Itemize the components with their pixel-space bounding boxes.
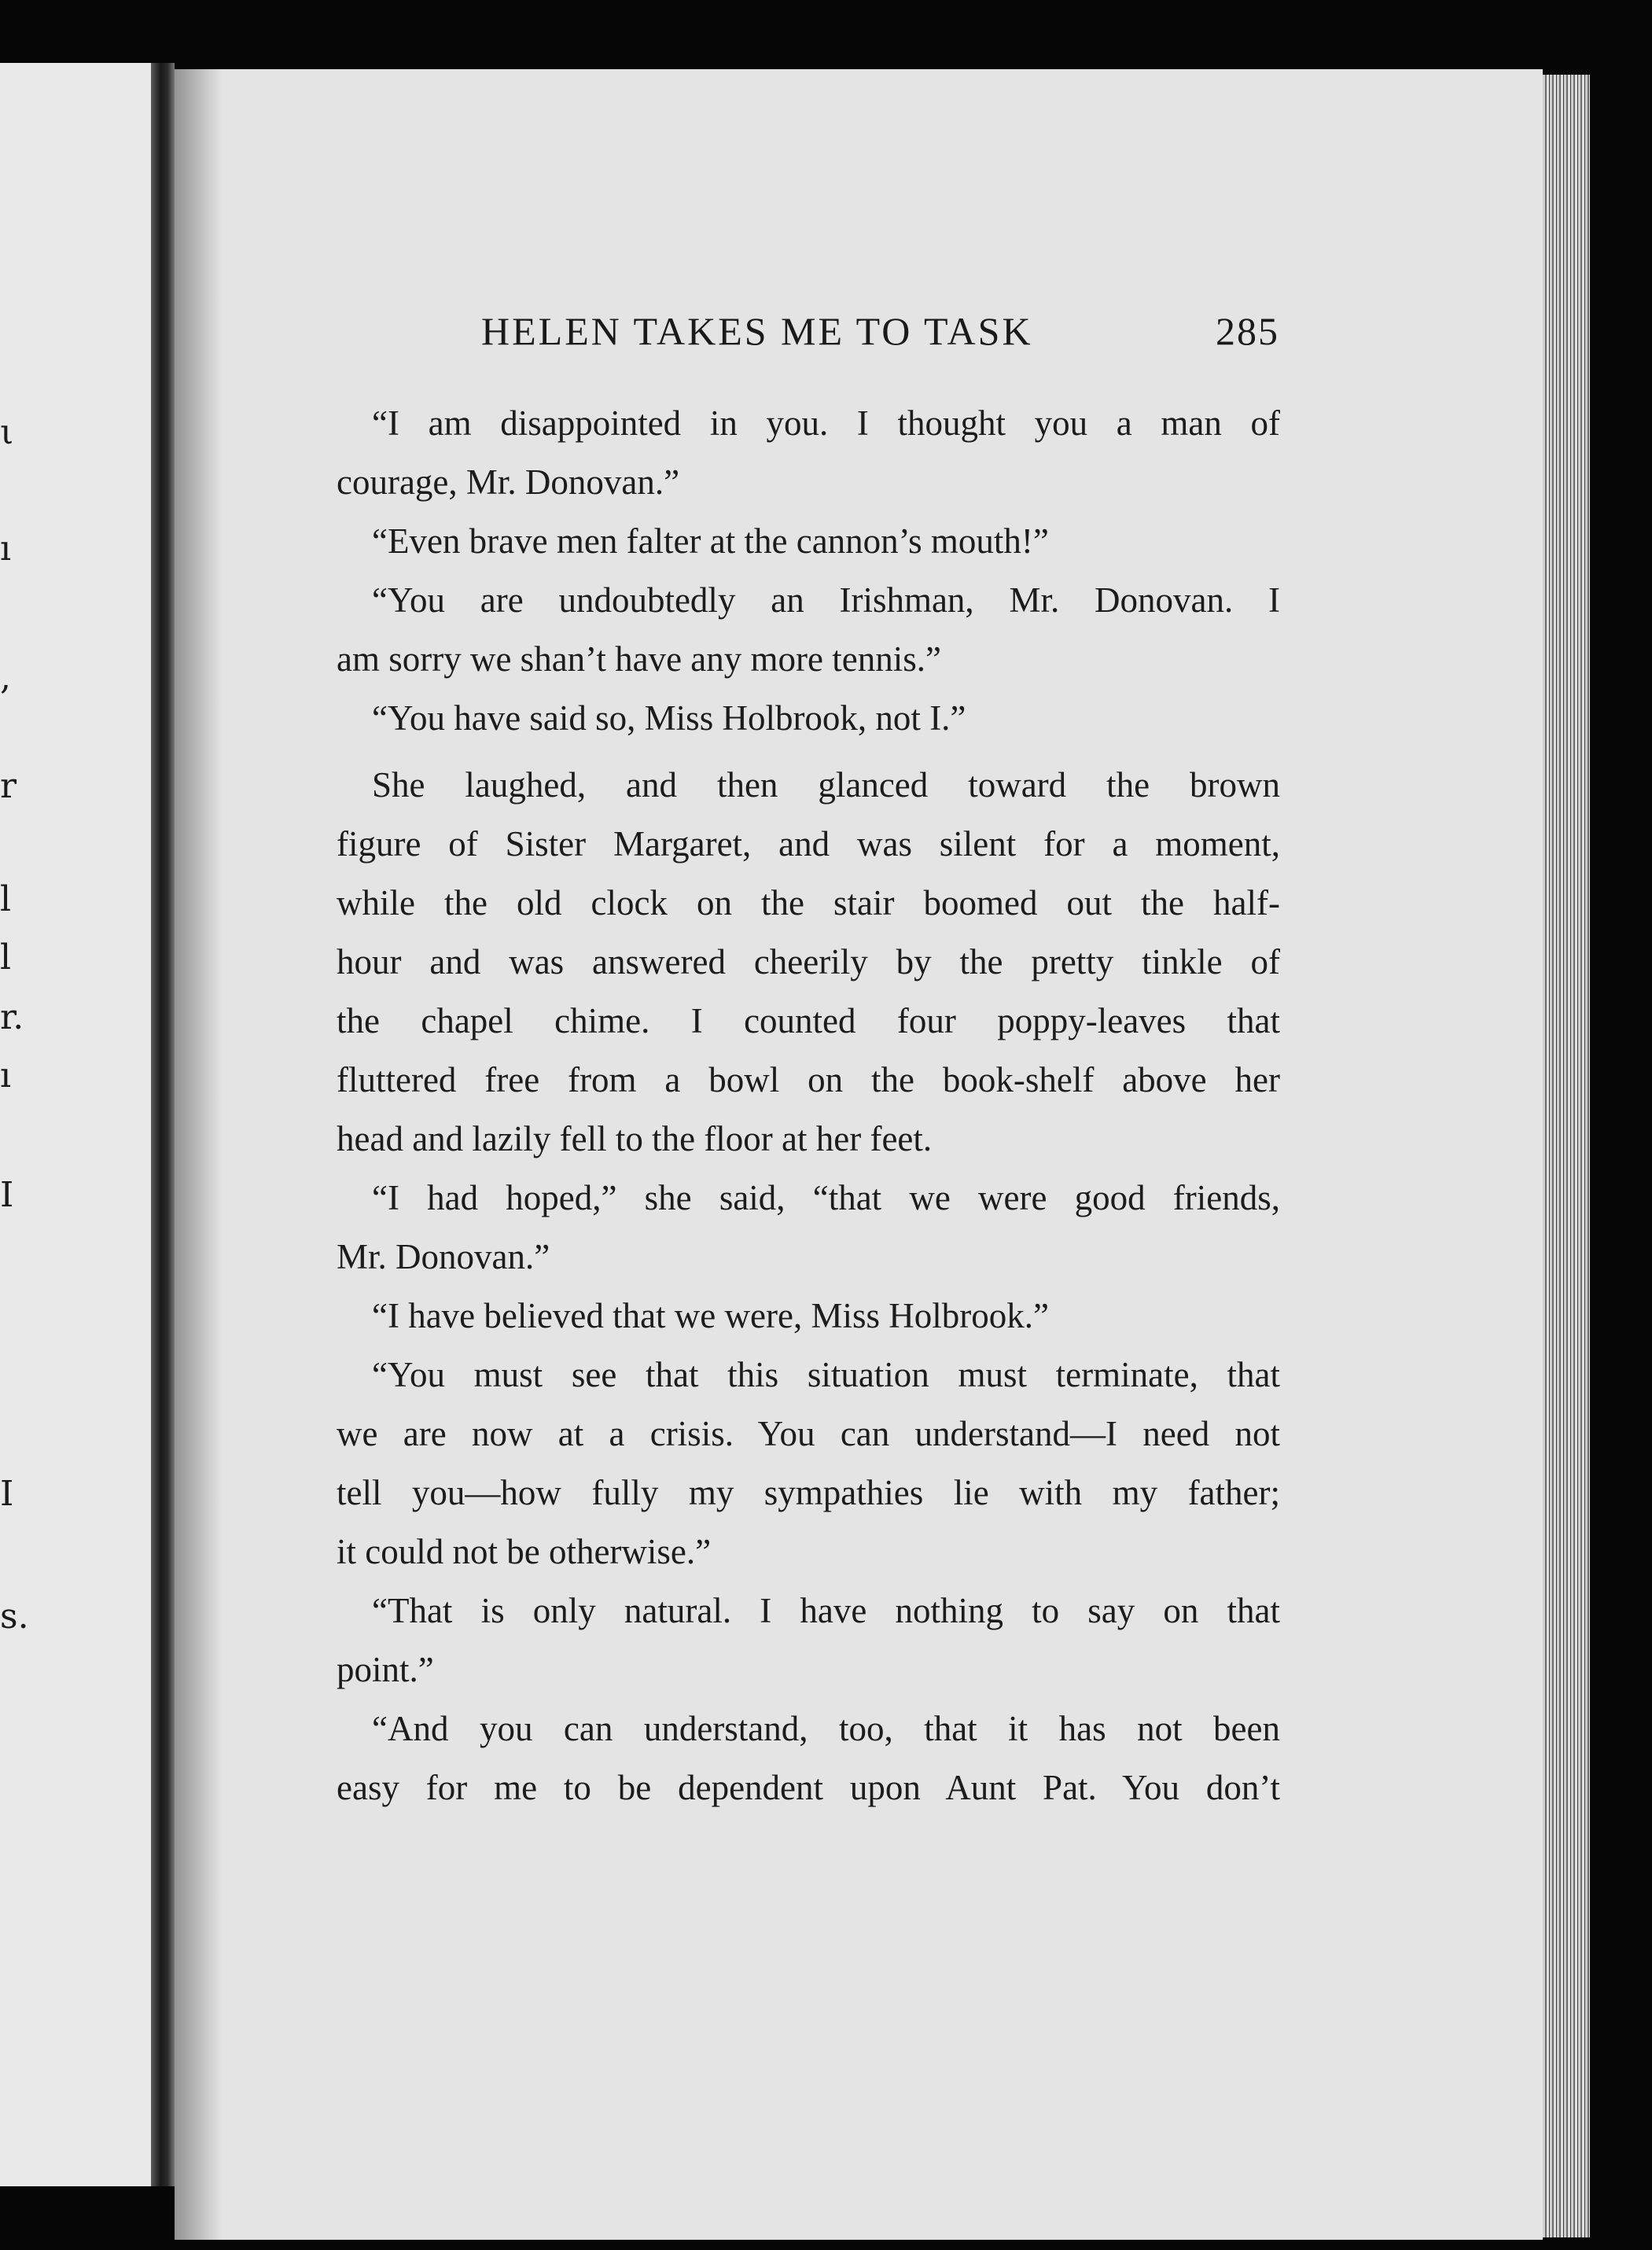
text-line: “That is only natural. I have nothing to say on that xyxy=(372,1591,1280,1630)
text-line: tell you—how fully my sympathies lie with my father; xyxy=(337,1473,1280,1512)
text-line: point.” xyxy=(337,1650,434,1689)
page-edges xyxy=(1543,75,1590,2237)
left-page-fragment: r. xyxy=(0,997,24,1037)
text-line: “I have believed that we were, Miss Holbrook.” xyxy=(372,1296,1049,1335)
text-line: while the old clock on the stair boomed out the half- xyxy=(337,883,1280,922)
text-line: it could not be otherwise.” xyxy=(337,1532,712,1571)
left-page-fragment: I xyxy=(0,1474,14,1514)
page-gutter-shadow xyxy=(175,69,222,2240)
text-line: She laughed, and then glanced toward the brown xyxy=(372,765,1280,805)
text-line: hour and was answered cheerily by the pretty tinkle of xyxy=(337,942,1280,981)
left-page-fragment: r xyxy=(0,766,17,806)
text-line: “I had hoped,” she said, “that we were good friends, xyxy=(372,1178,1280,1217)
text-line: Mr. Donovan.” xyxy=(337,1237,550,1276)
text-line: we are now at a crisis. You can understand—I need not xyxy=(337,1414,1280,1453)
text-line: am sorry we shan’t have any more tennis.” xyxy=(337,639,941,679)
text-line: the chapel chime. I counted four poppy-leaves that xyxy=(337,1001,1280,1040)
text-line: fluttered free from a bowl on the book-shelf above her xyxy=(337,1060,1280,1099)
running-head-title: HELEN TAKES ME TO TASK xyxy=(481,309,1033,353)
left-page-fragment: l xyxy=(0,879,12,919)
text-line: “And you can understand, too, that it has not been xyxy=(372,1709,1280,1748)
text-line: easy for me to be dependent upon Aunt Pat. You don’t xyxy=(337,1768,1280,1807)
text-line: head and lazily fell to the floor at her feet. xyxy=(337,1119,933,1158)
left-page-fragment: I xyxy=(0,1175,14,1215)
text-line: “You are undoubtedly an Irishman, Mr. Donovan. I xyxy=(372,580,1280,620)
text-line: “I am disappointed in you. I thought you a man of xyxy=(372,403,1280,443)
left-page-fragment: , xyxy=(0,657,11,698)
text-line: “You must see that this situation must terminate, that xyxy=(372,1355,1280,1394)
text-line: courage, Mr. Donovan.” xyxy=(337,462,680,502)
left-page-fragment: ı xyxy=(0,1055,12,1096)
text-line: “You have said so, Miss Holbrook, not I.” xyxy=(372,698,966,738)
left-page-fragment: ı xyxy=(0,528,12,569)
book-gutter xyxy=(151,63,175,2186)
text-line: figure of Sister Margaret, and was silent for a moment, xyxy=(337,824,1280,864)
text-line: “Even brave men falter at the cannon’s mouth!” xyxy=(372,521,1049,561)
left-page-fragment: s. xyxy=(0,1596,29,1637)
left-page-sliver xyxy=(0,63,151,2186)
left-page-fragment: l xyxy=(0,937,12,978)
left-page-fragment: ι xyxy=(0,412,14,452)
page-number: 285 xyxy=(1216,309,1279,353)
